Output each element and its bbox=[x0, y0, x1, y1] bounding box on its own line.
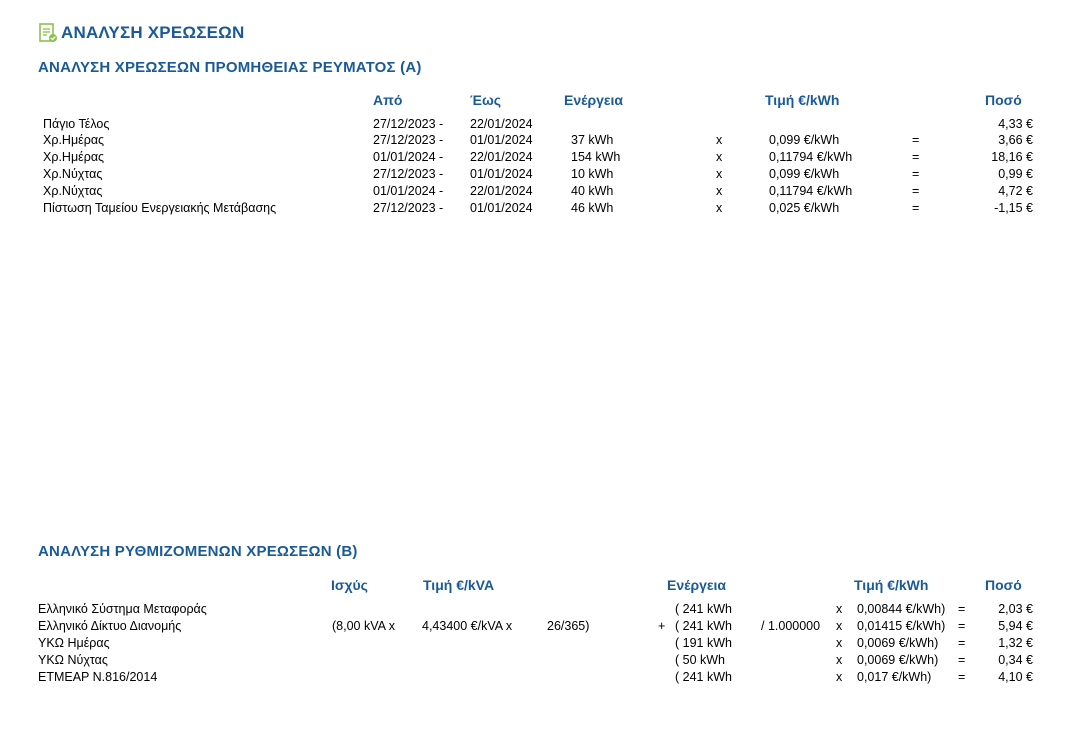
row-equals: = bbox=[912, 167, 920, 181]
row-energy: ( 191 kWh bbox=[675, 636, 732, 650]
row-from: 01/01/2024 - bbox=[373, 184, 444, 198]
row-energy: 46 kWh bbox=[571, 201, 614, 215]
row-equals: = bbox=[958, 636, 966, 650]
table-row bbox=[0, 116, 1076, 133]
table-row bbox=[0, 601, 1076, 618]
row-plus: + bbox=[658, 619, 666, 633]
row-amount: 4,72 € bbox=[998, 184, 1033, 198]
row-price: 0,017 €/kWh) bbox=[857, 670, 932, 684]
row-from: 01/01/2024 - bbox=[373, 150, 444, 164]
row-price: 0,099 €/kWh bbox=[769, 167, 840, 181]
row-price: 0,025 €/kWh bbox=[769, 201, 840, 215]
row-price: 0,11794 €/kWh bbox=[769, 150, 853, 164]
page-title: ΑΝΑΛΥΣΗ ΧΡΕΩΣΕΩΝ bbox=[61, 23, 245, 42]
header-price: Τιμή €/kWh bbox=[765, 92, 840, 108]
table-row bbox=[0, 200, 1076, 217]
row-price: 0,00844 €/kWh) bbox=[857, 602, 946, 616]
row-times: x bbox=[716, 184, 723, 198]
row-amount: -1,15 € bbox=[994, 201, 1033, 215]
table-row bbox=[0, 132, 1076, 149]
header-energy-b: Ενέργεια bbox=[667, 577, 727, 593]
table-row bbox=[0, 618, 1076, 635]
row-label: ΥΚΩ Ημέρας bbox=[38, 636, 110, 650]
header-energy: Ενέργεια bbox=[564, 92, 624, 108]
header-amount: Ποσό bbox=[985, 92, 1022, 108]
row-price: 0,01415 €/kWh) bbox=[857, 619, 946, 633]
row-to: 22/01/2024 bbox=[470, 184, 533, 198]
row-label: Χρ.Ημέρας bbox=[43, 150, 105, 164]
row-price: 0,0069 €/kWh) bbox=[857, 636, 939, 650]
row-to: 22/01/2024 bbox=[470, 117, 533, 131]
row-amount: 2,03 € bbox=[998, 602, 1033, 616]
row-energy: 154 kWh bbox=[571, 150, 621, 164]
row-label: Ελληνικό Σύστημα Μεταφοράς bbox=[38, 602, 207, 616]
header-from: Από bbox=[373, 92, 403, 108]
row-label: ΥΚΩ Νύχτας bbox=[38, 653, 108, 667]
row-times: x bbox=[716, 167, 723, 181]
row-to: 22/01/2024 bbox=[470, 150, 533, 164]
row-times: x bbox=[716, 150, 723, 164]
row-times: x bbox=[836, 636, 843, 650]
row-energy: 40 kWh bbox=[571, 184, 614, 198]
section-a-title: ΑΝΑΛΥΣΗ ΧΡΕΩΣΕΩΝ ΠΡΟΜΗΘΕΙΑΣ ΡΕΥΜΑΤΟΣ (Α) bbox=[38, 59, 422, 76]
row-energy: ( 50 kWh bbox=[675, 653, 726, 667]
row-energy: ( 241 kWh bbox=[675, 619, 732, 633]
row-price: 0,099 €/kWh bbox=[769, 133, 840, 147]
header-price-kva: Τιμή €/kVA bbox=[423, 577, 495, 593]
row-label: Πίστωση Ταμείου Ενεργειακής Μετάβασης bbox=[43, 201, 277, 215]
table-row bbox=[0, 183, 1076, 200]
row-amount: 5,94 € bbox=[998, 619, 1033, 633]
row-from: 27/12/2023 - bbox=[373, 133, 444, 147]
row-equals: = bbox=[912, 150, 920, 164]
section-b-title: ΑΝΑΛΥΣΗ ΡΥΘΜΙΖΟΜΕΝΩΝ ΧΡΕΩΣΕΩΝ (Β) bbox=[38, 543, 358, 560]
row-label: Χρ.Ημέρας bbox=[43, 133, 105, 147]
row-energy: ( 241 kWh bbox=[675, 602, 732, 616]
table-row bbox=[0, 635, 1076, 652]
row-amount: 3,66 € bbox=[998, 133, 1033, 147]
row-price: 0,0069 €/kWh) bbox=[857, 653, 939, 667]
row-divisor: / 1.000000 bbox=[761, 619, 821, 633]
row-to: 01/01/2024 bbox=[470, 133, 533, 147]
row-amount: 18,16 € bbox=[991, 150, 1033, 164]
row-energy: 10 kWh bbox=[571, 167, 614, 181]
row-amount: 0,34 € bbox=[998, 653, 1033, 667]
table-row bbox=[0, 652, 1076, 669]
row-equals: = bbox=[958, 670, 966, 684]
row-from: 27/12/2023 - bbox=[373, 117, 444, 131]
row-label: Χρ.Νύχτας bbox=[43, 184, 103, 198]
row-times: x bbox=[836, 602, 843, 616]
row-energy: 37 kWh bbox=[571, 133, 614, 147]
row-amount: 4,10 € bbox=[998, 670, 1033, 684]
document-check-icon bbox=[38, 22, 58, 44]
table-row bbox=[0, 149, 1076, 166]
table-row bbox=[0, 166, 1076, 183]
row-label: Πάγιο Τέλος bbox=[43, 117, 110, 131]
row-amount: 0,99 € bbox=[998, 167, 1033, 181]
row-price: 0,11794 €/kWh bbox=[769, 184, 853, 198]
row-amount: 1,32 € bbox=[998, 636, 1033, 650]
row-times: x bbox=[716, 133, 723, 147]
row-from: 27/12/2023 - bbox=[373, 167, 444, 181]
row-days: 26/365) bbox=[547, 619, 590, 633]
row-equals: = bbox=[912, 133, 920, 147]
row-equals: = bbox=[912, 201, 920, 215]
row-to: 01/01/2024 bbox=[470, 167, 533, 181]
row-amount: 4,33 € bbox=[998, 117, 1033, 131]
row-equals: = bbox=[912, 184, 920, 198]
row-power: (8,00 kVA x bbox=[332, 619, 395, 633]
row-to: 01/01/2024 bbox=[470, 201, 533, 215]
page-header bbox=[38, 22, 244, 44]
table-row bbox=[0, 669, 1076, 686]
row-price-kva: 4,43400 €/kVA x bbox=[422, 619, 513, 633]
header-power: Ισχύς bbox=[331, 577, 368, 593]
row-from: 27/12/2023 - bbox=[373, 201, 444, 215]
header-price-kwh: Τιμή €/kWh bbox=[854, 577, 929, 593]
header-to: Έως bbox=[470, 92, 502, 108]
row-times: x bbox=[836, 670, 843, 684]
row-equals: = bbox=[958, 619, 966, 633]
row-label: ΕΤΜΕΑΡ Ν.816/2014 bbox=[38, 670, 158, 684]
row-times: x bbox=[836, 653, 843, 667]
row-times: x bbox=[716, 201, 723, 215]
row-label: Χρ.Νύχτας bbox=[43, 167, 103, 181]
row-label: Ελληνικό Δίκτυο Διανομής bbox=[38, 619, 182, 633]
row-energy: ( 241 kWh bbox=[675, 670, 732, 684]
header-amount-b: Ποσό bbox=[985, 577, 1022, 593]
row-equals: = bbox=[958, 653, 966, 667]
row-equals: = bbox=[958, 602, 966, 616]
row-times: x bbox=[836, 619, 843, 633]
